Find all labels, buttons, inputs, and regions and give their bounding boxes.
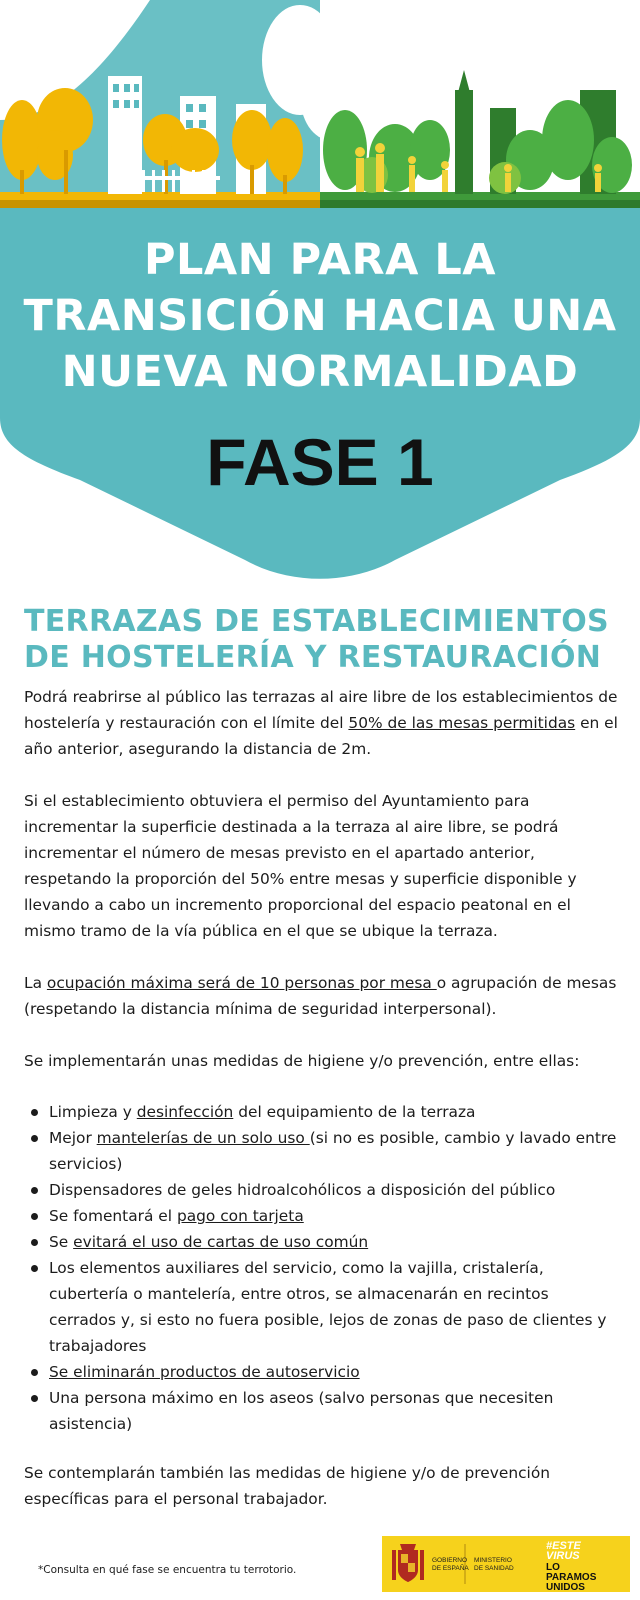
list-item — [24, 1125, 620, 1177]
paragraph-measures-intro: Se implementarán unas medidas de higiene y/o prevención, entre ellas: — [24, 1052, 580, 1070]
paragraph-expansion: Si el establecimiento obtuviera el permiso del Ayuntamiento para incrementar la superficie destinada a la terraza al aire libre, se podrá incrementar el número de mesas previsto en el apartado anterior, respetando la proporción del 50% entre mesas y superficie disponible y llevando a cabo un incremento proporcional del espacio peatonal en el mismo tramo de la vía pública en el que se ubique la terraza. — [24, 792, 577, 940]
text-span: Limpieza y — [49, 1103, 137, 1121]
list-item — [24, 1359, 620, 1385]
list-item — [24, 1255, 620, 1359]
text-span: Una persona máximo en los aseos (salvo personas que necesiten asistencia) — [49, 1389, 554, 1433]
list-item — [24, 1099, 620, 1125]
list-item — [24, 1385, 620, 1437]
header-banner — [0, 0, 640, 600]
underlined-text: ocupación máxima será de 10 personas por mesa — [46, 974, 437, 992]
text-span: del equipamiento de la terraza — [233, 1103, 476, 1121]
underlined-text: Se eliminarán productos de autoservicio — [49, 1363, 360, 1381]
campaign-logo-line: VIRUS — [546, 1550, 580, 1562]
text-span: Mejor — [49, 1129, 97, 1147]
paragraph-capacity — [24, 684, 619, 762]
campaign-logo-line: PARAMOS — [546, 1572, 597, 1583]
text-span: Dispensadores de geles hidroalcohólicos a disposición del público — [49, 1181, 556, 1199]
heading-line: DE HOSTELERÍA Y RESTAURACIÓN — [24, 640, 602, 675]
title-line: NUEVA NORMALIDAD — [61, 347, 579, 397]
paragraph-staff: Se contemplarán también las medidas de higiene y/o de prevención específicas para el personal trabajador. — [24, 1464, 550, 1508]
heading-line: TERRAZAS DE ESTABLECIMIENTOS — [24, 604, 609, 639]
section-heading — [24, 604, 624, 676]
title-line: TRANSICIÓN HACIA UNA — [23, 291, 617, 341]
title-line: PLAN PARA LA — [143, 235, 497, 285]
text-span: en el año anterior, asegurando la distancia de 2m. — [24, 714, 618, 758]
text-span: o agrupación de mesas (respetando la distancia mínima de seguridad interpersonal). — [24, 974, 617, 1018]
text-span: Los elementos auxiliares del servicio, como la vajilla, cristalería, cubertería o mantelería, entre otros, se almacenarán en recintos cerrados y, si esto no fuera posible, lejos de zonas de paso de clientes y trabajadores — [49, 1259, 607, 1355]
phase-label: FASE 1 — [206, 425, 434, 499]
footnote: *Consulta en qué fase se encuentra tu terrotorio. — [38, 1564, 297, 1576]
ministry-logo-line: MINISTERIO — [474, 1557, 512, 1564]
underlined-text: evitará el uso de cartas de uso común — [73, 1233, 369, 1251]
campaign-logo-line: LO — [546, 1562, 560, 1573]
text-span: La — [24, 974, 47, 992]
underlined-text: mantelerías de un solo uso — [96, 1129, 310, 1147]
ministry-logo-line: DE SANIDAD — [474, 1565, 514, 1572]
campaign-logo — [542, 1536, 630, 1592]
underlined-text: 50% de las mesas permitidas — [348, 714, 576, 732]
government-logo — [382, 1536, 542, 1592]
gov-logo-line: GOBIERNO — [432, 1557, 468, 1564]
text-span: Podrá reabrirse al público las terrazas al aire libre de los establecimientos de hostelería y restauración con el límite del — [24, 688, 618, 732]
underlined-text: desinfección — [136, 1103, 234, 1121]
text-span: Se fomentará el — [49, 1207, 177, 1225]
text-span: (si no es posible, cambio y lavado entre servicios) — [49, 1129, 617, 1173]
campaign-logo-line: UNIDOS — [546, 1582, 585, 1592]
list-item — [24, 1229, 620, 1255]
text-span: Se — [49, 1233, 74, 1251]
measures-list — [24, 1099, 620, 1437]
paragraph-occupancy — [24, 970, 619, 1022]
list-item — [24, 1177, 620, 1203]
campaign-logo-line: #ESTE — [546, 1540, 581, 1552]
gov-logo-line: DE ESPAÑA — [432, 1565, 469, 1572]
list-item — [24, 1203, 620, 1229]
underlined-text: pago con tarjeta — [176, 1207, 304, 1225]
page-title — [0, 232, 640, 400]
